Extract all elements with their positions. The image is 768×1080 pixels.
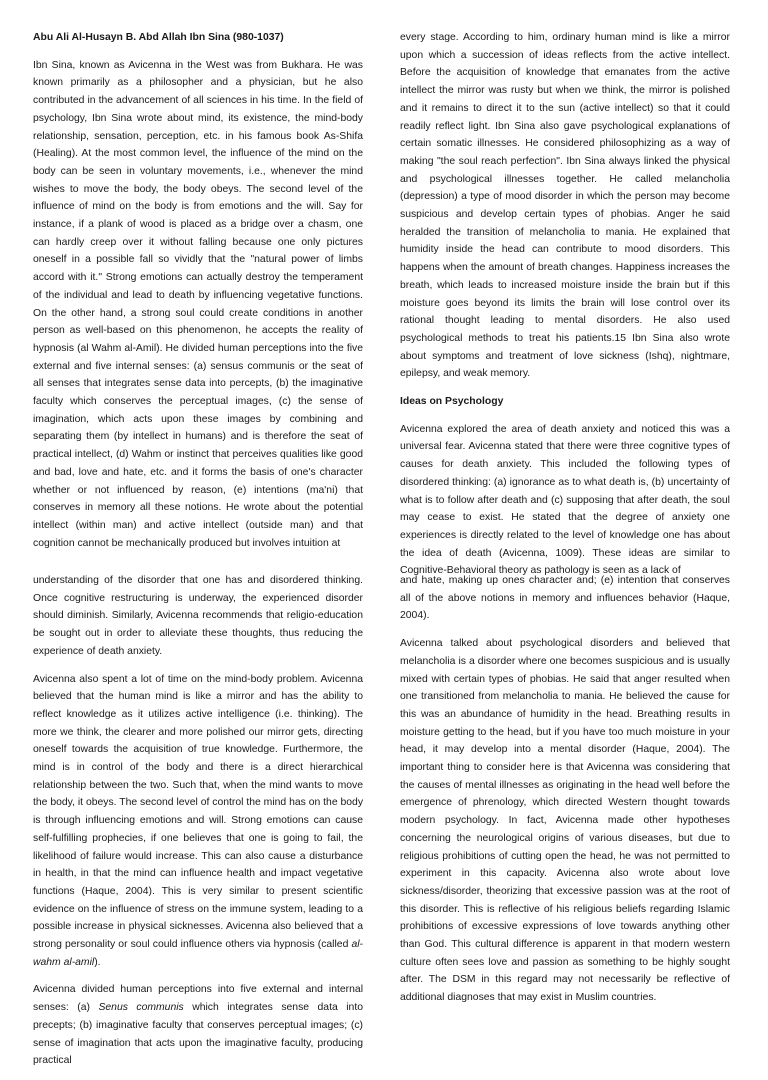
paragraph-text: which integrates sense data into precepts; (b) imaginative faculty that conserves perceptual images; (c) sense of imagination that acts upon the imaginative faculty, producing practical xyxy=(33,1002,363,1067)
bottom-page xyxy=(0,562,768,1067)
paragraph: and hate, making up ones character and; (e) intention that conserves all of the above notions in memory and influences behavior (Haque, 2004). xyxy=(400,575,730,622)
section-heading: Abu Ali Al-Husayn B. Abd Allah Ibn Sina (980-1037) xyxy=(33,32,284,43)
paragraph: every stage. According to him, ordinary human mind is like a mirror upon which a succession of ideas reflects from the active intellect. Before the acquisition of knowledge that emanates from the active intellect the mirror was rusty but when we think, the mirror is polished and it remains to direct it to the sun (active intellect) so that it could readily reflect light. Ibn Sina also gave psychological explanations of certain somatic illnesses. He considered philosophizing as a way of making "the soul reach perfection". Ibn Sina always linked the physical and psychological illnesses together. He called melancholia (depression) a type of mood disorder in which the person may become suspicious and develop certain types of phobias. Anger he said heralded the transition of melancholia to mania. He explained that humidity inside the head can contribute to mood disorders. This happens when the amount of breath changes. Happiness increases the breath, which leads to increased moisture inside the brain but if this moisture goes beyond its limits the brain will lose control over its rational thought leading to mental disorders. He also used psychological methods to treat his patients.15 Ibn Sina also wrote about symptoms and treatment of love sickness (Ishq), nightmare, epilepsy, and weak memory. xyxy=(400,32,730,380)
paragraph: Ibn Sina, known as Avicenna in the West was from Bukhara. He was known primarily as a philosopher and a physician, but he also contributed in the advancement of all sciences in his time. In the field of psychology, Ibn Sina wrote about mind, its existence, the mind-body relationship, sensation, perception, etc. in his famous book As-Shifa (Healing). At the most common level, the influence of the mind on the body can be seen in voluntary movements, i.e., whenever the mind wishes to move the body, the body obeys. The second level of the influence of mind on the body is from emotions and the will. Say for instance, if a plank of wood is placed as a bridge over a chasm, one can hardly creep over it without falling because one only pictures oneself in a possible fall so vividly that the "natural power of limbs accord with it." Strong emotions can actually destroy the temperament of the individual and lead to death by influencing vegetative functions. On the other hand, a strong soul could create conditions in another person as well-based on this phenomenon, he accepts the reality of hypnosis (al Wahm al-Amil). He divided human perceptions into the five external and five internal senses: (a) sensus communis or the seat of all senses that integrates sense data into percepts, (b) the imaginative faculty which conserves the perceptual images, (c) the sense of imagination, which acts upon these images by combining and separating them (by intellect in humans) and is therefore the seat of practical intellect, (d) Wahm or instinct that perceives qualities like good and bad, love and hate, etc. and it forms the basis of one's character whether or not influenced by reason, (e) intentions (ma'ni) that conserves in memory all these notions. He wrote about the potential intellect (within man) and active intellect (outside man) and that cognition cannot be mechanically produced but involves intuition at xyxy=(33,59,363,549)
paragraph-text: Avicenna divided human perceptions into five external and internal senses: (a) xyxy=(33,984,363,1014)
top-left-column xyxy=(33,29,363,562)
paragraph: understanding of the disorder that one has and disordered thinking. Once cognitive restructuring is underway, the experienced disorder should diminish. Similarly, Avicenna recommends that religio-education be sought out in order to alleviate these thoughts, thus reducing the experience of death anxiety. xyxy=(33,575,363,657)
paragraph: Avicenna talked about psychological disorders and believed that melancholia is a disorder where one becomes suspicious and is usually mixed with certain types of phobias. He said that anger resulted when one transitioned from melancholia to mania. He believed the cause for this was an abundance of humidity in the head. Breathing results in moisture getting to the head, but if you have too much moisture in your head, it may develop into a mental disorder (Haque, 2004). The important thing to consider here is that Avicenna was considering that the causes of mental illnesses as originating in the head well before the emergence of phrenology, which directed Western thought towards modern psychology. In fact, Avicenna made other hypotheses concerning the neurological origins of various diseases, but due to religious prohibitions of cutting open the head, he was not permitted to experiment in this capacity. Avicenna also wrote about love sickness/disorder, theorizing that excessive passion was at the root of this disorder. This is reflective of his religious beliefs regarding Islamic prohibitions of excessive expressions of love towards anything other than God. This cultural difference is apparent in that modern western culture often sees love and passion as something to be highly sought after. The DSM in this regard may not necessarily be reflective of additional diagnoses that may exist in Muslim countries. xyxy=(400,638,730,1004)
paragraph: Avicenna explored the area of death anxiety and noticed this was a universal fear. Avicenna stated that there were three cognitive types of causes for death anxiety. This included the following types of disordered thinking: (a) ignorance as to what death is, (b) uncertainty of what is to follow after death and (c) supposing that after death, the soul may cease to exist. He stated that the degree of anxiety one experiences is directly related to the level of knowledge one has about the idea of death (Avicenna, 1009). These ideas are similar to Cognitive-Behavioral theory as pathology is seen as a lack of xyxy=(400,423,730,577)
paragraph-text: ). xyxy=(94,956,101,968)
bottom-right-column xyxy=(400,572,730,1017)
paragraph-text: Avicenna also spent a lot of time on the mind-body problem. Avicenna believed that the human mind is like a mirror and has the ability to reflect knowledge as it utilizes active intelligence (i.e. thinking). The more we think, the clearer and more polished our mirror gets, directing oneself towards the acquisition of true knowledge. Furthermore, the mind is in control of the body and there is a direct hierarchical relationship between the two. Such that, when the mind wants to move the body, it obeys. The second level of control the mind has on the body is through influencing emotions and will. Strong emotions can cause self-fulfilling prophecies, if one believes that one is going to fail, the likelihood of failure would increase. This can also cause a disturbance in health, in that the mind can influence health and impact vegetative functions (Haque, 2004). This is very similar to present scientific evidence on the influence of stress on the immune system, leading to a possible increase in physical sicknesses. Avicenna also believed that a strong personality or soul could influence others via hypnosis (called xyxy=(33,673,364,951)
bottom-left-column xyxy=(33,572,363,1080)
emphasis-term: Senus communis xyxy=(98,1002,184,1014)
top-right-column xyxy=(400,29,730,590)
section-heading: Ideas on Psychology xyxy=(400,396,504,408)
paragraph xyxy=(33,981,363,1070)
paragraph xyxy=(33,671,363,972)
emphasis-term: al-wahm al-amil xyxy=(33,939,363,968)
